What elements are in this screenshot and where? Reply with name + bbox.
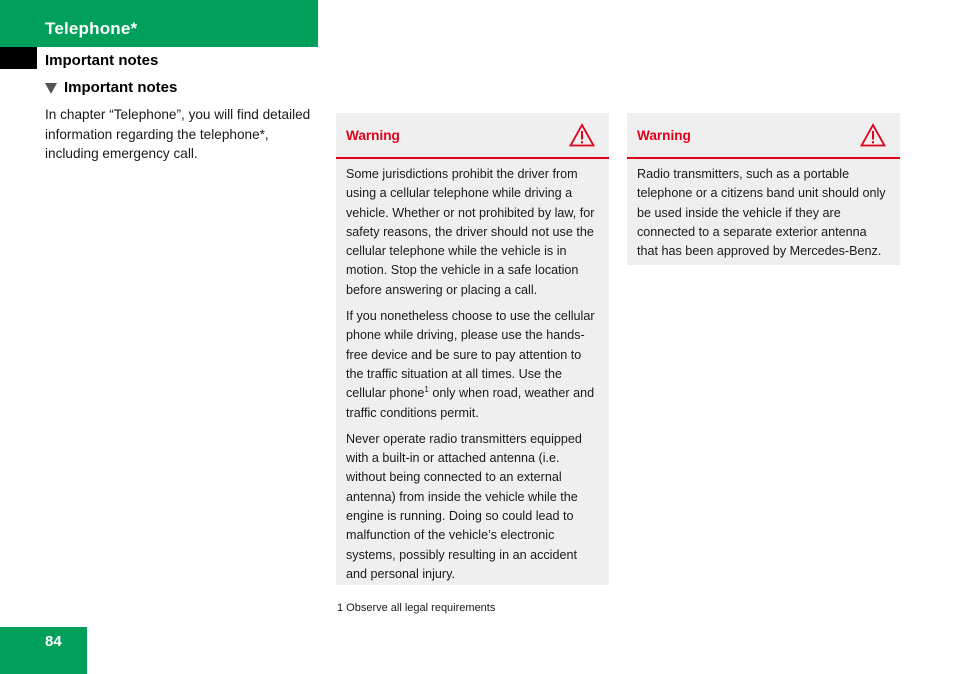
section-title: Important notes: [45, 52, 159, 69]
warning-paragraph: [346, 307, 600, 423]
warning-paragraph-text-cont: only when road, weather and traffic conditions permit.: [346, 386, 595, 420]
footnote-ref: 1: [424, 385, 429, 395]
warning-paragraph: Some jurisdictions prohibit the driver from using a cellular telephone while driving a vehicle. Whether or not prohibited by law, for safety reasons, the driver should not use the cellular telephone while the vehicle is in motion. Stop the vehicle in a safe location before answering or placing a call.: [346, 167, 595, 297]
warning-body: [336, 159, 609, 584]
warning-header: [627, 113, 900, 159]
warning-body: [627, 159, 900, 261]
intro-paragraph: In chapter “Telephone”, you will find detailed information regarding the telephone*, including emergency call.: [45, 107, 311, 161]
footnote: 1 Observe all legal requirements: [337, 602, 496, 614]
warning-triangle-icon: [569, 123, 595, 147]
warning-box-radio: [627, 113, 900, 265]
warning-header: [336, 113, 609, 159]
chapter-title: Telephone*: [45, 19, 138, 38]
warning-box-driving: [336, 113, 609, 585]
page-number: 84: [45, 633, 62, 650]
warning-label: Warning: [637, 127, 691, 143]
warning-paragraph: Never operate radio transmitters equipped with a built-in or attached antenna (i.e. without being connected to an external antenna) from inside the vehicle while the engine is running. Doing so could lead to malfunction of the vehicle’s electronic systems, possibly resulting in an accident and personal injury.: [346, 431, 582, 581]
subsection-heading: [45, 79, 177, 96]
warning-triangle-icon: [860, 123, 886, 147]
page-number-box: [0, 627, 87, 674]
triangle-down-icon: [45, 83, 57, 94]
header-tab-marker: [0, 47, 37, 69]
subsection-title: Important notes: [64, 79, 178, 96]
warning-paragraph: Radio transmitters, such as a portable telephone or a citizens band unit should only be used inside the vehicle if they are connected to a separate exterior antenna that has been approved by Mercedes-Benz.: [637, 167, 886, 259]
warning-paragraph-text: If you nonetheless choose to use the cellular phone while driving, please use the hands-free device and be sure to pay attention to the traffic situation at all times. Use the cellular phone: [346, 309, 595, 401]
warning-label: Warning: [346, 127, 400, 143]
